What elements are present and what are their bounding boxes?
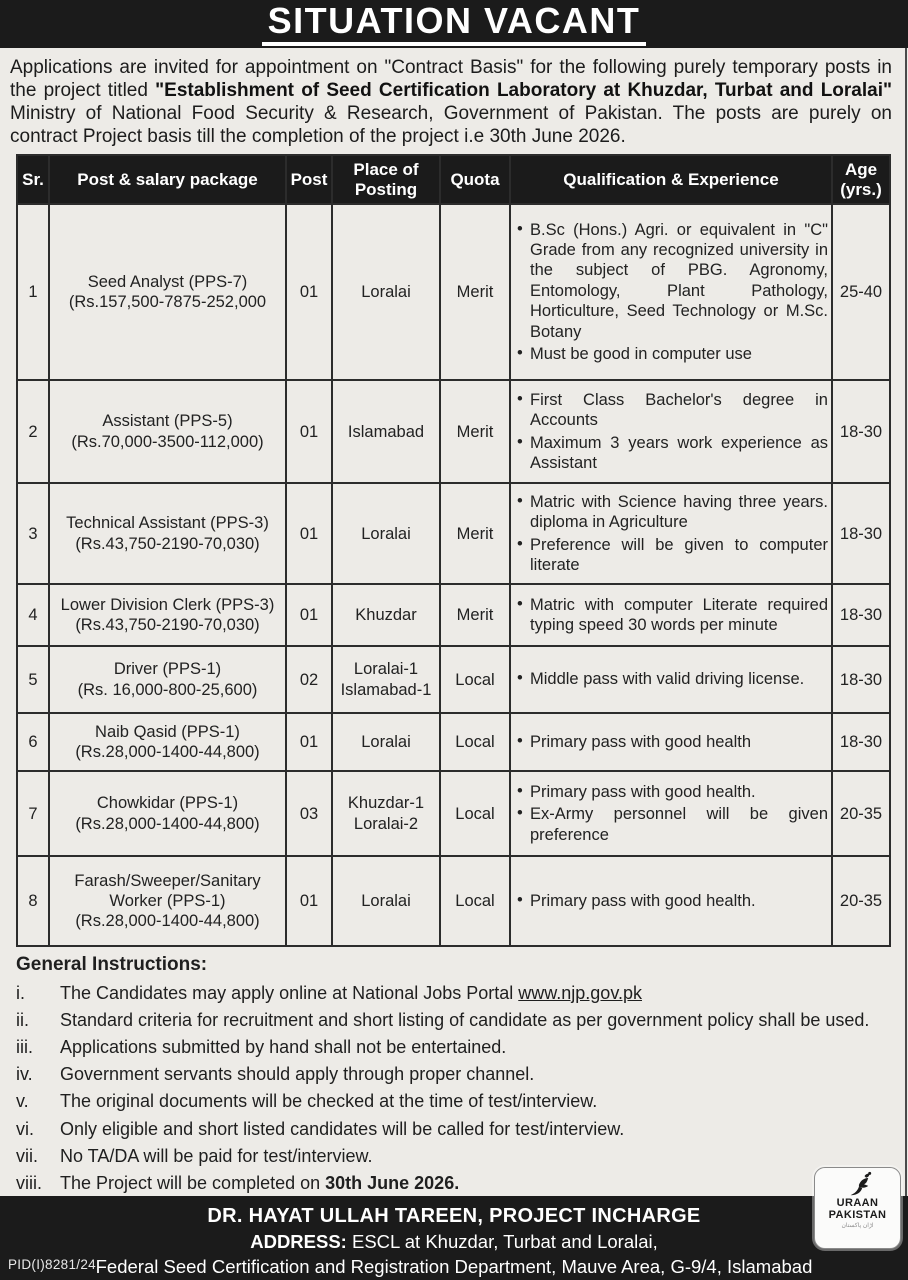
table-row bbox=[17, 483, 890, 584]
qualification-bullet: • Primary pass with good health bbox=[514, 732, 828, 752]
cell-post-salary bbox=[49, 856, 286, 946]
cell-sr: 8 bbox=[17, 856, 49, 946]
cell-post-salary bbox=[49, 713, 286, 771]
address-label: ADDRESS: bbox=[250, 1231, 347, 1252]
qualification-list bbox=[514, 492, 828, 576]
badge-label-pakistan: PAKISTAN bbox=[828, 1209, 887, 1222]
page-title: SITUATION VACANT bbox=[262, 3, 647, 46]
cell-qualification bbox=[510, 771, 832, 856]
header-posts: Post bbox=[286, 155, 332, 204]
table-row bbox=[17, 856, 890, 946]
instruction-pre: Standard criteria for recruitment and short listing of candidate as per government policy shall be used. bbox=[60, 1009, 870, 1030]
cell-qualification bbox=[510, 646, 832, 713]
cell-sr: 4 bbox=[17, 584, 49, 646]
header-post-salary: Post & salary package bbox=[49, 155, 286, 204]
pid-number: PID(I)8281/24 bbox=[8, 1257, 96, 1272]
cell-qualification bbox=[510, 483, 832, 584]
instruction-pre: Applications submitted by hand shall not be entertained. bbox=[60, 1036, 507, 1057]
qualification-bullet: • Matric with Science having three years. diploma in Agriculture bbox=[514, 492, 828, 533]
cell-qualification bbox=[510, 584, 832, 646]
instruction-pre: The Project will be completed on bbox=[60, 1172, 326, 1193]
title-bar bbox=[0, 0, 908, 48]
place-line: Islamabad bbox=[347, 422, 425, 441]
table-row bbox=[17, 584, 890, 646]
qualification-bullet: • Primary pass with good health. bbox=[514, 782, 828, 802]
cell-place bbox=[332, 204, 440, 380]
qualification-bullet: • Primary pass with good health. bbox=[514, 891, 828, 911]
place-line: Loralai-1 bbox=[353, 660, 419, 679]
qualification-bullet: • Must be good in computer use bbox=[514, 344, 828, 364]
post-salary-line: (Rs.157,500-7875-252,000 bbox=[68, 293, 267, 312]
cell-qualification bbox=[510, 380, 832, 483]
post-salary-line: Worker (PPS-1) bbox=[109, 892, 226, 911]
address-text: ESCL at Khuzdar, Turbat and Loralai, bbox=[346, 1231, 658, 1252]
instruction-text bbox=[60, 1119, 890, 1140]
cell-quota: Merit bbox=[440, 204, 510, 380]
instruction-number: ii. bbox=[16, 1009, 29, 1030]
qualification-bullet: • Maximum 3 years work experience as Assistant bbox=[514, 433, 828, 474]
post-salary-line: Farash/Sweeper/Sanitary bbox=[74, 871, 261, 890]
cell-posts: 01 bbox=[286, 584, 332, 646]
intro-project-title: "Establishment of Seed Certification Laboratory at Khuzdar, Turbat and Loralai" bbox=[155, 80, 893, 101]
jobs-table-header bbox=[17, 155, 890, 204]
qualification-bullet: • Matric with computer Literate required typing speed 30 words per minute bbox=[514, 595, 828, 636]
post-salary-line: (Rs.43,750-2190-70,030) bbox=[75, 616, 260, 635]
intro-text-1: Applications are invited for appointment on "Contract Basis" for the following purely temporary posts in the project titled bbox=[10, 57, 892, 101]
cell-posts: 01 bbox=[286, 380, 332, 483]
place-line: Loralai-2 bbox=[353, 814, 419, 833]
qualification-list bbox=[514, 390, 828, 474]
instruction-number: v. bbox=[16, 1091, 29, 1112]
cell-age: 18-30 bbox=[832, 483, 890, 584]
post-salary-line: Technical Assistant (PPS-3) bbox=[66, 514, 269, 533]
place-line: Islamabad-1 bbox=[340, 680, 432, 699]
cell-qualification bbox=[510, 204, 832, 380]
cell-place bbox=[332, 483, 440, 584]
cell-post-salary bbox=[49, 771, 286, 856]
instruction-item bbox=[16, 1173, 890, 1194]
instruction-item bbox=[16, 1037, 890, 1058]
cell-posts: 01 bbox=[286, 483, 332, 584]
place-line: Loralai bbox=[361, 892, 411, 911]
department-line: Federal Seed Certification and Registration Department, Mauve Area, G-9/4, Islamabad bbox=[95, 1256, 813, 1277]
instruction-item bbox=[16, 1010, 890, 1031]
place-line: Khuzdar-1 bbox=[347, 794, 425, 813]
table-row bbox=[17, 771, 890, 856]
cell-sr: 2 bbox=[17, 380, 49, 483]
post-salary-line: (Rs.28,000-1400-44,800) bbox=[75, 814, 260, 833]
post-salary-line: (Rs.43,750-2190-70,030) bbox=[75, 534, 260, 553]
instruction-text bbox=[60, 1173, 890, 1194]
cell-place bbox=[332, 646, 440, 713]
post-salary-line: Seed Analyst (PPS-7) bbox=[87, 272, 248, 291]
cell-post-salary bbox=[49, 646, 286, 713]
instruction-text bbox=[60, 1146, 890, 1167]
instruction-text bbox=[60, 1010, 890, 1031]
jobs-table bbox=[16, 154, 891, 947]
instruction-pre: No TA/DA will be paid for test/interview. bbox=[60, 1145, 373, 1166]
table-row bbox=[17, 713, 890, 771]
qualification-list bbox=[514, 782, 828, 845]
instruction-bold: 30th June 2026. bbox=[325, 1172, 460, 1193]
place-line: Loralai bbox=[361, 524, 411, 543]
footer-bar bbox=[0, 1196, 908, 1280]
instruction-number: viii. bbox=[16, 1172, 42, 1193]
table-row bbox=[17, 380, 890, 483]
qualification-bullet: • B.Sc (Hons.) Agri. or equivalent in "C" Grade from any recognized university in the subject of PBG. Agronomy, Entomology, Plant Pathology, Horticulture, Seed Technology or M.Sc. Botany bbox=[514, 220, 828, 343]
place-line: Loralai bbox=[361, 283, 411, 302]
cell-qualification bbox=[510, 856, 832, 946]
instruction-pre: The Candidates may apply online at National Jobs Portal bbox=[60, 982, 519, 1003]
post-salary-line: Driver (PPS-1) bbox=[113, 660, 222, 679]
instruction-pre: Government servants should apply through proper channel. bbox=[60, 1064, 535, 1085]
qualification-list bbox=[514, 220, 828, 365]
post-salary-line: Assistant (PPS-5) bbox=[102, 412, 233, 431]
instruction-pre: The original documents will be checked at the time of test/interview. bbox=[60, 1091, 598, 1112]
instruction-item bbox=[16, 1146, 890, 1167]
post-salary-line: (Rs.28,000-1400-44,800) bbox=[75, 743, 260, 762]
instruction-item bbox=[16, 1064, 890, 1085]
uraan-bird-icon bbox=[815, 1171, 900, 1197]
cell-post-salary bbox=[49, 483, 286, 584]
instruction-number: iii. bbox=[16, 1036, 33, 1057]
cell-quota: Merit bbox=[440, 584, 510, 646]
general-instructions bbox=[16, 954, 890, 1194]
qualification-bullet: • Ex-Army personnel will be given preference bbox=[514, 804, 828, 845]
address-line bbox=[0, 1231, 908, 1253]
cell-age: 18-30 bbox=[832, 584, 890, 646]
table-row bbox=[17, 646, 890, 713]
cell-post-salary bbox=[49, 584, 286, 646]
qualification-bullet: • First Class Bachelor's degree in Accounts bbox=[514, 390, 828, 431]
qualification-list bbox=[514, 891, 828, 911]
cell-place bbox=[332, 771, 440, 856]
qualification-list bbox=[514, 595, 828, 636]
instruction-text bbox=[60, 1064, 890, 1085]
instruction-item bbox=[16, 1091, 890, 1112]
cell-place bbox=[332, 856, 440, 946]
cell-age: 20-35 bbox=[832, 771, 890, 856]
project-incharge-line: DR. HAYAT ULLAH TAREEN, PROJECT INCHARGE bbox=[207, 1205, 701, 1227]
cell-age: 25-40 bbox=[832, 204, 890, 380]
cell-place bbox=[332, 380, 440, 483]
intro-paragraph bbox=[10, 56, 892, 148]
cell-quota: Local bbox=[440, 713, 510, 771]
cell-posts: 01 bbox=[286, 204, 332, 380]
cell-age: 20-35 bbox=[832, 856, 890, 946]
cell-sr: 1 bbox=[17, 204, 49, 380]
instruction-text bbox=[60, 1037, 890, 1058]
cell-posts: 01 bbox=[286, 856, 332, 946]
table-row bbox=[17, 204, 890, 380]
intro-text-2: Ministry of National Food Security & Research, Government of Pakistan. The posts are purely on contract Project basis till the completion of the project i.e 30th June 2026. bbox=[10, 103, 892, 147]
cell-age: 18-30 bbox=[832, 713, 890, 771]
cell-sr: 3 bbox=[17, 483, 49, 584]
cell-place bbox=[332, 584, 440, 646]
instruction-number: iv. bbox=[16, 1064, 33, 1085]
cell-place bbox=[332, 713, 440, 771]
instruction-number: vi. bbox=[16, 1118, 34, 1139]
cell-age: 18-30 bbox=[832, 380, 890, 483]
cell-quota: Merit bbox=[440, 380, 510, 483]
cell-sr: 5 bbox=[17, 646, 49, 713]
cell-age: 18-30 bbox=[832, 646, 890, 713]
qualification-list bbox=[514, 669, 828, 689]
header-place: Place of Posting bbox=[332, 155, 440, 204]
instruction-item bbox=[16, 983, 890, 1004]
instructions-heading: General Instructions: bbox=[16, 954, 208, 976]
cell-sr: 7 bbox=[17, 771, 49, 856]
qualification-list bbox=[514, 732, 828, 752]
badge-urdu-caption: اڑان پاکستان bbox=[841, 1222, 874, 1229]
instruction-text bbox=[60, 983, 890, 1004]
post-salary-line: Lower Division Clerk (PPS-3) bbox=[60, 595, 275, 614]
post-salary-line: Naib Qasid (PPS-1) bbox=[95, 722, 240, 741]
cell-sr: 6 bbox=[17, 713, 49, 771]
post-salary-line: (Rs.28,000-1400-44,800) bbox=[75, 912, 260, 931]
jobs-table-body bbox=[17, 204, 890, 946]
place-line: Khuzdar bbox=[355, 606, 417, 625]
cell-qualification bbox=[510, 713, 832, 771]
post-salary-line: (Rs. 16,000-800-25,600) bbox=[77, 680, 258, 699]
column-divider-line bbox=[905, 48, 907, 1196]
header-sr: Sr. bbox=[17, 155, 49, 204]
instruction-text bbox=[60, 1091, 890, 1112]
header-age: Age (yrs.) bbox=[832, 155, 890, 204]
qualification-bullet: • Preference will be given to computer literate bbox=[514, 535, 828, 576]
uraan-pakistan-badge bbox=[814, 1167, 901, 1249]
cell-quota: Merit bbox=[440, 483, 510, 584]
instruction-number: i. bbox=[16, 982, 25, 1003]
cell-post-salary bbox=[49, 204, 286, 380]
cell-quota: Local bbox=[440, 771, 510, 856]
place-line: Loralai bbox=[361, 733, 411, 752]
post-salary-line: Chowkidar (PPS-1) bbox=[96, 794, 239, 813]
cell-posts: 03 bbox=[286, 771, 332, 856]
badge-label-uraan: URAAN bbox=[836, 1197, 879, 1209]
qualification-bullet: • Middle pass with valid driving license. bbox=[514, 669, 828, 689]
instruction-number: vii. bbox=[16, 1145, 38, 1166]
cell-post-salary bbox=[49, 380, 286, 483]
header-qualification: Qualification & Experience bbox=[510, 155, 832, 204]
cell-quota: Local bbox=[440, 856, 510, 946]
header-quota: Quota bbox=[440, 155, 510, 204]
cell-posts: 02 bbox=[286, 646, 332, 713]
cell-quota: Local bbox=[440, 646, 510, 713]
instruction-item bbox=[16, 1119, 890, 1140]
njp-portal-link[interactable]: www.njp.gov.pk bbox=[518, 982, 642, 1003]
post-salary-line: (Rs.70,000-3500-112,000) bbox=[71, 432, 264, 451]
instruction-pre: Only eligible and short listed candidates will be called for test/interview. bbox=[60, 1118, 625, 1139]
cell-posts: 01 bbox=[286, 713, 332, 771]
